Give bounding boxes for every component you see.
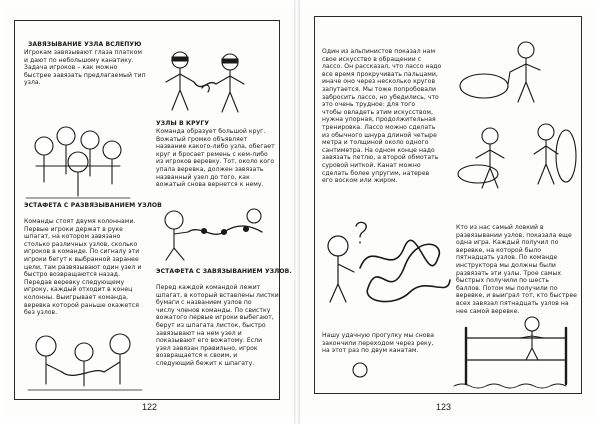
crossing-boy-head (525, 317, 539, 331)
child-head-2 (57, 127, 75, 145)
runner-head (165, 211, 183, 229)
puzzled-boy-body (330, 256, 354, 302)
circle-group-illustration (22, 122, 134, 202)
right-page (300, 6, 596, 418)
game4-title: ЭСТАФЕТА С ЗАВЯЗЫВАНИЕМ УЗЛОВ. (156, 268, 292, 275)
watching-kid-head (353, 363, 367, 377)
rope (194, 82, 216, 87)
river-caption: Нашу удачную прогулку мы снова закончили переходом через реку, на этот раз по двум канатам. (322, 332, 434, 355)
page-number-right: 123 (436, 402, 452, 412)
kid-head-1 (36, 336, 56, 356)
child-head-5 (68, 152, 88, 172)
lasso-rope-1 (508, 72, 510, 84)
blindfold-knot-illustration (152, 48, 264, 118)
rope-loop (202, 85, 209, 92)
climber-head-1 (518, 42, 534, 58)
lasso-loop-3 (556, 130, 576, 182)
lasso-story-body: Один из альпинистов показал нам свое искусство в обращении с лассо. Он рассказал, что лассо надо все время прокручивать пальцами, иначе оно через несколько кругов запутается. Мы тоже попробовали забросить лассо, но убедились, что это очень трудное: для того чтобы овладеть этим искусством, нужна упорная, продолжительная тренировка. Лассо можно сделать из обычного шнура длиной четыре метра и толщиной около одного сантиметра. На одном конце надо завязать петлю, а второй обмотать суровой ниткой. Канат можно сделать более упругим, натерев его воском или жиром. (322, 48, 442, 185)
game3-body: Команды стоят двумя колоннами. Первые игроки держат в руке шпагат, на котором завязано столько различных узлов, сколько игроков в команде. По сигналу эти игроки бегут к выбранной заранее цели, там развязывают один узел и быстро возвращаются назад. Передав веревку следующему игроку, каждый отходит в конец колонны. Выигрывает команда, веревка которой раньше окажется без узлов. (24, 218, 142, 317)
knot-task-body: Кто из нас самый ловкий в развязывании узлов, показала еще одна игра. Каждый получил по веревке, на которой было пятнадцать узлов. По команде инструктора мы должны были развязать эти узлы. Трое самых быстрых получили по шесть баллов. Потом мы получили по веревке, и выиграл тот, кто быстрее всех завязал пятнадцать узлов на нее самой веревке. (456, 224, 577, 315)
player-body-2 (216, 70, 244, 112)
knot-1 (202, 229, 207, 234)
runner-body (166, 229, 188, 260)
game1-title: ЗАВЯЗЫВАНИЕ УЗЛА ВСЛЕПУЮ (28, 41, 142, 48)
shared-rope (62, 371, 104, 376)
tangled-rope-illustration (320, 218, 456, 314)
game2-title: УЗЛЫ В КРУГУ (156, 120, 210, 127)
page-number-left: 122 (142, 402, 158, 412)
climber-body-1 (510, 58, 540, 102)
child-head-right (247, 209, 261, 223)
tangled-rope (360, 240, 450, 301)
child-head-1 (35, 137, 53, 155)
lasso-loop-1 (460, 74, 508, 98)
water-line (454, 384, 566, 388)
left-page (4, 6, 294, 418)
puzzled-boy-head (328, 236, 348, 256)
knot-2 (222, 230, 227, 235)
game2-body: Команда образует большой круг. Вожатый громко объявляет название какого-либо узла, обегает круг и бросает ремень с кем-либо из игроков веревку. Тот, около кого упала веревка, должен завязать названный узел до того, как вожатый снова вернется к нему. (156, 128, 275, 189)
child-head-4 (103, 141, 121, 159)
player-body-1 (166, 68, 194, 110)
game3-title: ЭСТАФЕТА С РАЗВЯЗЫВАНИЕМ УЗЛОВ (24, 202, 162, 209)
crossing-boy-body (520, 331, 544, 360)
rope-crossing-illustration (450, 304, 580, 390)
child-head-3 (81, 131, 99, 149)
climber-head-3 (538, 124, 554, 140)
knot-3 (244, 227, 249, 232)
relay-knots-illustration (154, 202, 272, 264)
kid-head-2 (75, 343, 93, 361)
climber-body-3 (534, 140, 558, 184)
climber-head-2 (482, 128, 498, 144)
lasso-climbers-illustration (450, 32, 580, 202)
game4-body: Перед каждой командой лежит шпагат, в который вставлены листки бумаги с названием узлов по числу членов команды. По свистку вожатого первые игроки выбегают, берут из шпагата листок, быстро завязывают на нем узел и показывают его вожатому. Если узел завязан правильно, игрок возвращается к своим, и следующий бежит к шпагату. (156, 284, 279, 367)
blindfold-2 (222, 59, 238, 63)
question-mark (356, 222, 366, 243)
knot-tying-kids-illustration (22, 326, 148, 396)
game1-body: Игрокам завязывают глаза платком и дают по небольшому канатику. Задача игроков – как можно быстрее завязать предлагаемый тип узла. (24, 49, 146, 87)
blindfold-1 (172, 57, 188, 61)
kid-head-3 (110, 334, 130, 354)
